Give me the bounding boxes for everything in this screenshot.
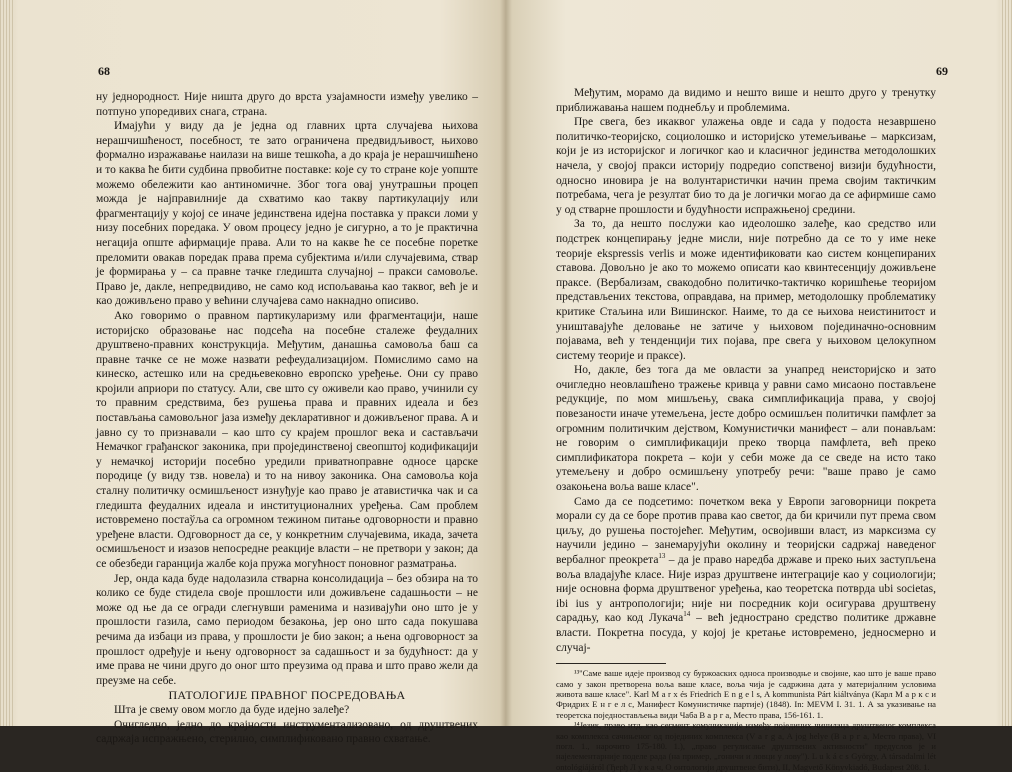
paragraph: Очигледно, једно до крајности инструментализовано, од друштвених садржаја испражњено, стерилно, симплификовано правно схватање. xyxy=(96,718,478,746)
paragraph: Шта је свему овом могло да буде идејно залеђе? xyxy=(114,703,350,716)
paragraph-part: – да је право наредба државе и преко њих заступљена воља владајуће класе. Није израз друштвене интеграције као у социологији; није основна форма друштвеног уређења, као теоретска потврда ubi societas, ibi ius у антропологији; није ни посредник који осигурава друштвену сарадњу, као код Лукача xyxy=(556,554,937,625)
paragraph: Имајући у виду да је једна од главних црта случајева њихова нерашчишћеност, посебност, те зато ограничена предвидљивост, њихово формално изражавање наилази на више тешкоћа, а до краја је нерашчишћено и то каква ће бити судбина првобитне поставке: које су то стране које уопште можемо обележити као антиномичне. Због тога овај унутрашњи процеп можда је најправилније да схватимо као такву партикулацију или фрагментацију у којој се иначе јединствена идејна поставка у пракси ломи у низу посебних поредака. У овом процесу једно је сигурно, а то је практична негација опште афирмације права. Али то на какве ће се посебне поретке преломити овакав поредак права према субјектима и/или случајевима, ствар је формирања у – са правне тачке гледишта случајној – пракси самовоље. Право је, дакле, непредвидиво, не само код испољавања као таквог, већ је и као доживљено право у већини случајева само накнадно описиво. xyxy=(96,120,478,308)
left-page xyxy=(0,0,506,746)
paragraph: ну једнородност. Није ништа друго до врста узајамности између увелико – потпуно упоредивих снага, страна. xyxy=(96,91,478,118)
paragraph: За то, да нешто послужи као идеолошко залеђе, као средство или подстрек концепирању једне мисли, није потребно да се то у име неке теорије ekspressis verlis и може идентификовати као систем концепираних ставова. Довољно је ако то можемо описати као квинтесенцију доживљене праксе. (Вербализам, свакодобно политичко-тактичко коришћење теоријом представљених текстова, оправдава, на пример, методолошку проблематику критике Стаљина или Вишинског. Наиме, то да се њихова неистинитост и уништавајуће деловање не затиче у њиховом појединачно-основним појавама, већ у тенденцији тих појава, пре свега у њиховом целокупном систему теорије и праксе). xyxy=(556,218,936,362)
paragraph: Ако говоримо о правном партикуларизму или фрагментацији, наше историјско образовање нас подсећа на посебне сталеже феудалних друштвено-правних конструкција. Међутим, данашња самовоља баш са правне тачке се не може назвати рефеудализацијом. Помислимо само на кинеско, астешко или на средњевековно европско уређење. Они су право кројили априори по статусу. Али, све што су оживели као право, учинили су то правним средствима, без рушења права и правних идеала и без постављања самовољног јаза између декларативног и доживљеног права. А и јавно су то признавали – као што су крајем прошлог века и састављачи Немачког грађанског законика, при пројединственој свеопштој кодификацији у немачкој историји посебно уредили приватноправне односе царске породице (у виду тзв. новела) и то на нивоу законика. Она самовоља која сталну политичку осмишљеност изнуђује као право је атавистичка чак и са гледишта феудалних идеала и институционалних уређења. Сам проблем истовремено постаўља са огромном тежином питање одговорности и правно уређене власти. Одговорност да се, у конкретним случајевима, икада, зачета осмишљеност и изазов непосредне реакције власти – не претвори у закон; да се обезбеди гаранција жалбе која пружа могућност поновног разматрања. xyxy=(96,309,478,570)
footnote-divider xyxy=(556,663,666,664)
page-edge-left xyxy=(0,0,14,726)
page-number-right: 69 xyxy=(936,64,948,78)
paragraph-part: Само да се подсетимо: почетком века у Европи заговорници покрета морали су да се боре против права као светог, да би кричили пут према свом циљу, до рушења постојећег. Међутим, освојивши власт, из марксизма су научили једино – занемарујући околину и теоријски садржај наведеног вербалног преокрета xyxy=(556,495,936,566)
page-edge-right xyxy=(1000,0,1012,726)
page-number-left: 68 xyxy=(98,64,110,78)
left-page-text xyxy=(96,90,478,747)
section-heading: ПАТОЛОГИЈЕ ПРАВНОГ ПОСРЕДОВАЊА xyxy=(168,688,406,703)
right-page-text xyxy=(556,86,936,772)
paragraph: Но, дакле, без тога да ме овласти за унапред неисторијско и зато очигледно неовлашћено тражење кривца у равни само мисаоно постављене редукције, по мом мишљењу, свака симплификација права, у својој повезаности иначе утемељена, јесте добро осмишљен политички памфлет за огромним политичким дејством, Комунистички манифест – али понављам: не говорим о симплификацији преко творца памфлета, већ преко симплификатора покрета – који у себи може да се сведе на исто тако утемељену и добро осмишљену употребу речи: "ваше право је само озакоњена воља ваше класе". xyxy=(556,364,936,494)
footnote-ref: 13 xyxy=(658,552,666,561)
paragraph xyxy=(556,495,936,656)
paragraph: Пре свега, без икаквог улажења овде и сада у подоста незавршено политичко-теоријско, социолошко и историјско утемељивање – марксизам, који је из историјског и логичког као и класичног јединства методолошких начела, у својој пракси историју подредио сопственој визији будућности, односно иновира је на волунтаристички начин према својим тактичким потребама, чега је резултат био то да је логички могао да се афирмише само у од стварне прошлости и будућности испражњеној средини. xyxy=(556,116,936,216)
right-page xyxy=(506,0,1012,772)
paragraph-part: – већ једнострано средство политике државне власти. Покретна посуда, у којој је кретање истовремено, једносмерно и случај- xyxy=(556,612,937,654)
paragraph: Јер, онда када буде надолазила стварна консолидација – без обзира на то колико се буде стидела своје прошлости или доживљене садашњости – не може од ње да се огради слегнувши раменима и називајући оно што је у прошлости газила, само периодом безакоња, јер оно што сада покушава речима да избаци из права, у прошлости је био закон; а њена одговорност за прошлост одређује и њену одговорност за садашњост и за будућност: да у име права не чини друго до оног што преузима од права и што право жели да преузме на себе. xyxy=(96,572,478,687)
footnote-ref: 14 xyxy=(683,610,691,619)
footnote: ¹³"Саме ваше идеје производ су буржоаских односа производње и својине, као што је ваше право само у закон претворена воља ваше класе, воља чија је садржина дата у материјалним условима живота ваше класе". Karl M a r x és Friedrich E n g e l s, A kommunista Párt kiáltványa (Карл М а р к с и Фридрих Е н г е л с, Манифест Комунистичке партије) (1848). In: MEVM I. 31. 1. А за указивање на теоретска поједностављења види Чаба В а р г а, Место права, 156-161. 1. xyxy=(556,668,936,720)
paragraph: Међутим, морамо да видимо и нешто више и нешто друго у тренутку приближавања нашем поднебљу и проблемима. xyxy=(556,87,936,114)
footnote: ¹⁴Језик, право итд. као сегмент комуникације између појединих чинилаца друштвеног комплекса као комплекса сачињеног од појединих комплекса (V a r g a, A jog helye (В а р г а, Место права), VI погл. 1., нарочито 175-180. 1.), „право регулисање друштвених активности" предуслов је и најелементарније поделе рада (на пример, „гоничи и ловци у лову"). L u k á c s György, A társadalmi lét ontológiájáról (Ђерђ Л у к а ч, О онтологији друштвене бити), II, Magvető Könyvkiadó, Budapest 208. 1. xyxy=(556,720,936,772)
